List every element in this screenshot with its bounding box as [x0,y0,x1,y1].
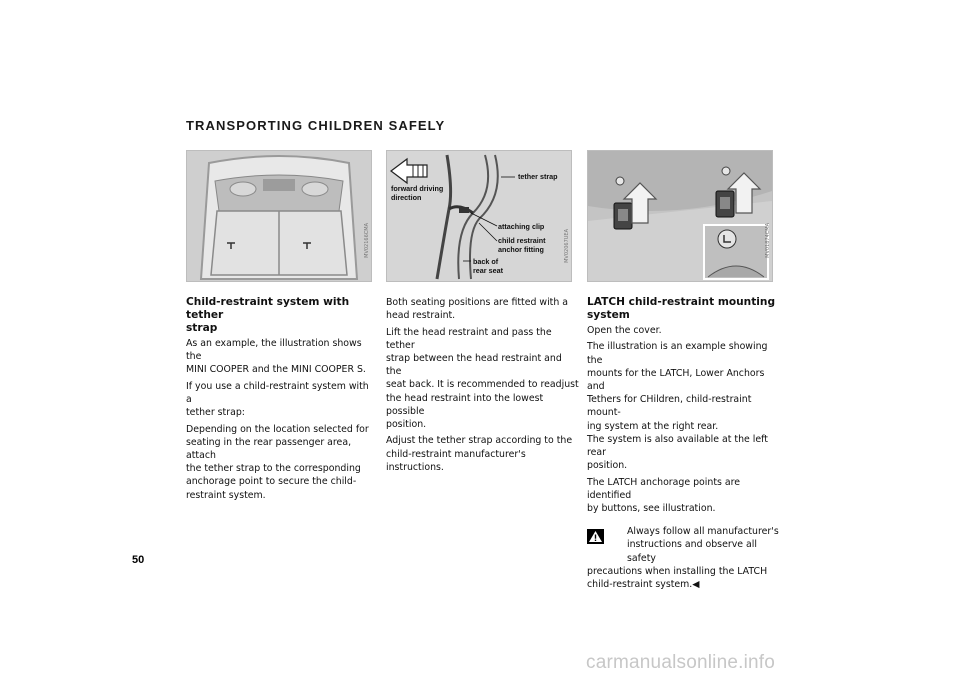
column-1 [186,296,372,505]
warning-icon [587,529,604,544]
section-heading-latch: LATCH child-restraint mounting system [587,296,776,321]
page-number: 50 [132,554,145,566]
figure-code: MV01874CMA [765,223,771,258]
section-heading-tether: Child-restraint system with tether strap [186,296,350,334]
column-3 [587,296,781,591]
paragraph: Both seating positions are fitted with a head restraint. [386,297,569,322]
paragraph: As an example, the illustration shows the MINI COOPER and the MINI COOPER S. [186,338,366,376]
paragraph: The illustration is an example showing the mounts for the LATCH, Lower Anchors and Tethers for CHildren, child-restraint mount- ing system at the right rear. The system is also available at the left rear position. [587,341,768,472]
paragraph: Open the cover. [587,325,662,336]
figure-code: MV02166CMA [364,223,370,258]
label-anchor-2: anchor fitting [498,245,544,254]
paragraph: Depending on the location selected for seating in the rear passenger area, attach the tether strap to the corresponding anchorage point to secure the child- restraint system. [186,423,369,501]
paragraph: If you use a child-restraint system with a tether strap: [186,380,369,419]
column-2 [386,296,580,477]
paragraph: The LATCH anchorage points are identified by buttons, see illustration. [587,476,741,515]
tether-diagram [387,151,571,281]
latch-illustration [588,151,772,281]
car-rear-illustration [187,151,371,281]
label-attaching-clip: attaching clip [498,222,545,231]
label-tether-strap: tether strap [518,172,558,181]
label-anchor-1: child restraint [498,236,546,245]
figure-latch-mounts [587,150,773,282]
label-back-2: rear seat [473,266,503,275]
paragraph: Adjust the tether strap according to the child-restraint manufacturer's instructions. [386,435,573,473]
paragraph: Lift the head restraint and pass the tether strap between the head restraint and the seat back. It is recommended to readjust the head restraint into the lowest possible position. [386,326,579,431]
end-of-note-mark: ◀ [692,579,700,591]
label-forward-2: direction [391,193,422,202]
label-back-1: back of [473,257,499,266]
label-forward-1: forward driving [391,184,444,193]
warning-note [587,525,781,591]
figure-car-rear [186,150,372,282]
page-title: TRANSPORTING CHILDREN SAFELY [186,118,446,133]
watermark: carmanualsonline.info [586,652,776,673]
figure-code: MV02067UEA [564,229,570,263]
figure-tether-diagram [386,150,572,282]
warning-text: Always follow all manufacturer's instructions and observe all safety precautions when installing the LATCH child-restraint system.◀ [587,526,779,591]
